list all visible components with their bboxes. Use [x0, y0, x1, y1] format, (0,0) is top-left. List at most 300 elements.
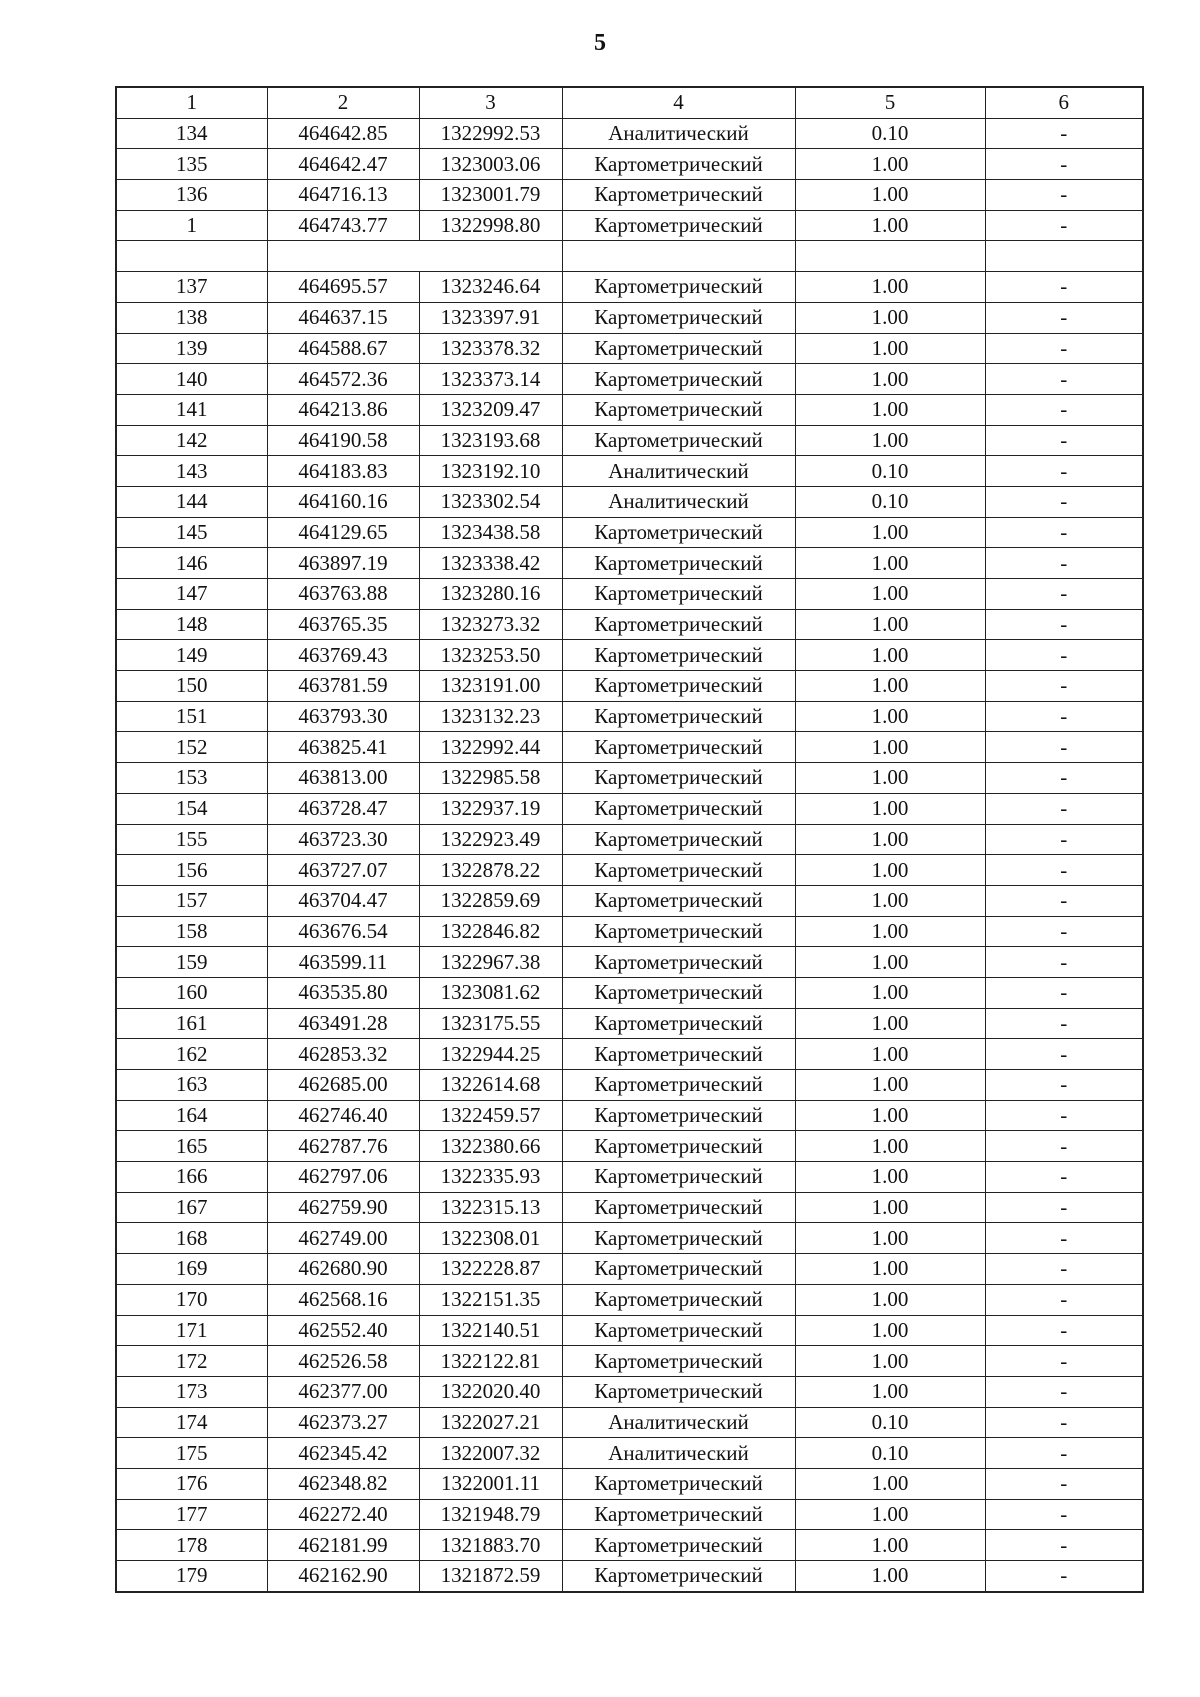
table-cell: 1322944.25 [419, 1039, 562, 1070]
empty-cell [267, 241, 562, 272]
table-cell: 153 [116, 763, 267, 794]
table-cell: Картометрический [562, 1346, 795, 1377]
empty-cell [985, 241, 1143, 272]
table-row [116, 1561, 1143, 1592]
table-cell: - [985, 947, 1143, 978]
table-row [116, 671, 1143, 702]
table-cell: 159 [116, 947, 267, 978]
table-cell: 1.00 [795, 793, 985, 824]
table-cell: 464743.77 [267, 210, 419, 241]
table-cell: - [985, 1499, 1143, 1530]
table-cell: - [985, 1223, 1143, 1254]
table-cell: - [985, 333, 1143, 364]
blank-separator-row [116, 241, 1143, 272]
table-cell: 1.00 [795, 885, 985, 916]
table-cell: Аналитический [562, 486, 795, 517]
table-row [116, 793, 1143, 824]
coordinates-table-body [116, 87, 1143, 1592]
table-cell: 463704.47 [267, 885, 419, 916]
table-cell: 146 [116, 548, 267, 579]
table-cell: 1.00 [795, 824, 985, 855]
table-cell: 1323338.42 [419, 548, 562, 579]
table-cell: Аналитический [562, 1438, 795, 1469]
table-cell: 1.00 [795, 947, 985, 978]
table-cell: 462272.40 [267, 1499, 419, 1530]
table-cell: 164 [116, 1100, 267, 1131]
table-row [116, 763, 1143, 794]
table-cell: - [985, 486, 1143, 517]
table-cell: 1.00 [795, 394, 985, 425]
table-cell: 1322380.66 [419, 1131, 562, 1162]
table-cell: 1.00 [795, 1499, 985, 1530]
table-cell: 463723.30 [267, 824, 419, 855]
table-cell: 178 [116, 1530, 267, 1561]
table-cell: 1322007.32 [419, 1438, 562, 1469]
table-cell: 1322027.21 [419, 1407, 562, 1438]
table-row [116, 333, 1143, 364]
table-row [116, 302, 1143, 333]
table-cell: 1.00 [795, 1131, 985, 1162]
table-cell: 463769.43 [267, 640, 419, 671]
table-cell: 464642.47 [267, 149, 419, 180]
table-cell: - [985, 1530, 1143, 1561]
table-cell: 463813.00 [267, 763, 419, 794]
table-row [116, 272, 1143, 303]
table-cell: - [985, 302, 1143, 333]
table-cell: 134 [116, 118, 267, 149]
table-row [116, 486, 1143, 517]
table-cell: - [985, 149, 1143, 180]
table-cell: 463781.59 [267, 671, 419, 702]
table-cell: Картометрический [562, 1376, 795, 1407]
table-row [116, 364, 1143, 395]
table-row [116, 1346, 1143, 1377]
table-cell: 149 [116, 640, 267, 671]
table-cell: Картометрический [562, 640, 795, 671]
table-cell: 1.00 [795, 1376, 985, 1407]
table-cell: Картометрический [562, 272, 795, 303]
table-cell: 1322335.93 [419, 1162, 562, 1193]
table-row [116, 1070, 1143, 1101]
table-cell: 1.00 [795, 640, 985, 671]
table-cell: - [985, 855, 1143, 886]
table-cell: 1.00 [795, 916, 985, 947]
table-row [116, 855, 1143, 886]
table-cell: 1.00 [795, 1039, 985, 1070]
table-cell: Картометрический [562, 1039, 795, 1070]
table-cell: Картометрический [562, 1499, 795, 1530]
table-cell: 1322985.58 [419, 763, 562, 794]
table-cell: 1323273.32 [419, 609, 562, 640]
table-row [116, 1039, 1143, 1070]
table-cell: 1.00 [795, 548, 985, 579]
table-cell: - [985, 1284, 1143, 1315]
table-cell: 176 [116, 1468, 267, 1499]
table-cell: 462787.76 [267, 1131, 419, 1162]
table-cell: - [985, 118, 1143, 149]
table-cell: Картометрический [562, 333, 795, 364]
table-cell: - [985, 1039, 1143, 1070]
table-cell: 464588.67 [267, 333, 419, 364]
table-cell: Картометрический [562, 1192, 795, 1223]
table-row [116, 1499, 1143, 1530]
table-cell: Картометрический [562, 763, 795, 794]
table-cell: 168 [116, 1223, 267, 1254]
table-cell: 462373.27 [267, 1407, 419, 1438]
table-cell: 162 [116, 1039, 267, 1070]
table-cell: 163 [116, 1070, 267, 1101]
table-cell: 1322308.01 [419, 1223, 562, 1254]
table-row [116, 118, 1143, 149]
table-cell: 1.00 [795, 671, 985, 702]
table-cell: - [985, 1346, 1143, 1377]
page-number: 5 [594, 30, 606, 56]
table-cell: Картометрический [562, 1223, 795, 1254]
table-cell: 462345.42 [267, 1438, 419, 1469]
table-cell: 1323193.68 [419, 425, 562, 456]
table-cell: 137 [116, 272, 267, 303]
table-cell: 140 [116, 364, 267, 395]
table-cell: 464637.15 [267, 302, 419, 333]
table-cell: - [985, 609, 1143, 640]
table-cell: Картометрический [562, 1468, 795, 1499]
table-cell: - [985, 517, 1143, 548]
table-cell: - [985, 701, 1143, 732]
table-cell: 462685.00 [267, 1070, 419, 1101]
table-cell: 150 [116, 671, 267, 702]
table-cell: Картометрический [562, 885, 795, 916]
table-cell: 462377.00 [267, 1376, 419, 1407]
table-cell: 173 [116, 1376, 267, 1407]
table-cell: - [985, 1162, 1143, 1193]
table-cell: 145 [116, 517, 267, 548]
table-row [116, 1438, 1143, 1469]
table-row [116, 1284, 1143, 1315]
table-cell: 1.00 [795, 1530, 985, 1561]
table-cell: 1.00 [795, 1468, 985, 1499]
table-cell: 1323302.54 [419, 486, 562, 517]
table-cell: - [985, 1131, 1143, 1162]
table-cell: 463727.07 [267, 855, 419, 886]
table-row [116, 977, 1143, 1008]
table-row [116, 1008, 1143, 1039]
table-cell: 1.00 [795, 855, 985, 886]
table-cell: Картометрический [562, 394, 795, 425]
table-cell: 462162.90 [267, 1561, 419, 1592]
table-cell: 1322998.80 [419, 210, 562, 241]
table-cell: Картометрический [562, 1254, 795, 1285]
table-cell: 169 [116, 1254, 267, 1285]
table-cell: 157 [116, 885, 267, 916]
table-cell: 155 [116, 824, 267, 855]
table-cell: - [985, 1376, 1143, 1407]
table-cell: 1.00 [795, 1162, 985, 1193]
table-cell: 462749.00 [267, 1223, 419, 1254]
table-row [116, 1100, 1143, 1131]
table-row [116, 1223, 1143, 1254]
table-cell: Картометрический [562, 824, 795, 855]
table-cell: Картометрический [562, 548, 795, 579]
column-header: 4 [562, 87, 795, 118]
table-cell: - [985, 1407, 1143, 1438]
table-cell: - [985, 763, 1143, 794]
table-cell: Аналитический [562, 118, 795, 149]
table-cell: 464160.16 [267, 486, 419, 517]
table-cell: 1323191.00 [419, 671, 562, 702]
table-cell: 463728.47 [267, 793, 419, 824]
table-cell: 0.10 [795, 1407, 985, 1438]
table-row [116, 579, 1143, 610]
table-cell: - [985, 456, 1143, 487]
table-cell: Картометрический [562, 1070, 795, 1101]
table-cell: 462348.82 [267, 1468, 419, 1499]
table-row [116, 1376, 1143, 1407]
table-cell: 463765.35 [267, 609, 419, 640]
table-row [116, 1407, 1143, 1438]
table-cell: Картометрический [562, 364, 795, 395]
table-row [116, 149, 1143, 180]
table-cell: Картометрический [562, 1100, 795, 1131]
table-cell: 464213.86 [267, 394, 419, 425]
table-cell: 1.00 [795, 1192, 985, 1223]
table-cell: 1322859.69 [419, 885, 562, 916]
table-cell: 1322122.81 [419, 1346, 562, 1377]
table-cell: Картометрический [562, 517, 795, 548]
table-cell: 1322992.44 [419, 732, 562, 763]
table-row [116, 1315, 1143, 1346]
table-cell: 1.00 [795, 302, 985, 333]
table-row [116, 947, 1143, 978]
table-cell: 1322614.68 [419, 1070, 562, 1101]
table-cell: Картометрический [562, 1315, 795, 1346]
table-cell: 464695.57 [267, 272, 419, 303]
table-cell: 464642.85 [267, 118, 419, 149]
table-cell: Картометрический [562, 425, 795, 456]
table-cell: Картометрический [562, 732, 795, 763]
table-cell: 463897.19 [267, 548, 419, 579]
table-row [116, 1131, 1143, 1162]
table-cell: 152 [116, 732, 267, 763]
table-row [116, 456, 1143, 487]
table-cell: - [985, 180, 1143, 211]
table-cell: 1322020.40 [419, 1376, 562, 1407]
table-cell: 1 [116, 210, 267, 241]
empty-cell [795, 241, 985, 272]
table-cell: 462526.58 [267, 1346, 419, 1377]
table-row [116, 1192, 1143, 1223]
table-cell: Картометрический [562, 977, 795, 1008]
table-cell: - [985, 1561, 1143, 1592]
table-cell: 462680.90 [267, 1254, 419, 1285]
table-cell: - [985, 548, 1143, 579]
table-cell: 1.00 [795, 425, 985, 456]
table-cell: 1.00 [795, 1008, 985, 1039]
table-cell: 463491.28 [267, 1008, 419, 1039]
table-cell: 1.00 [795, 210, 985, 241]
table-row [116, 1254, 1143, 1285]
table-cell: 143 [116, 456, 267, 487]
table-cell: 142 [116, 425, 267, 456]
table-cell: 1322992.53 [419, 118, 562, 149]
table-row [116, 824, 1143, 855]
table-cell: 1.00 [795, 1070, 985, 1101]
table-cell: 1323438.58 [419, 517, 562, 548]
table-cell: 1323246.64 [419, 272, 562, 303]
table-cell: Картометрический [562, 793, 795, 824]
table-cell: 1323253.50 [419, 640, 562, 671]
table-row [116, 701, 1143, 732]
table-row [116, 640, 1143, 671]
table-cell: 160 [116, 977, 267, 1008]
table-cell: Картометрический [562, 1131, 795, 1162]
table-cell: 1322228.87 [419, 1254, 562, 1285]
table-cell: Картометрический [562, 302, 795, 333]
table-cell: Картометрический [562, 1162, 795, 1193]
table-row [116, 732, 1143, 763]
table-cell: 1.00 [795, 1315, 985, 1346]
table-cell: - [985, 579, 1143, 610]
table-cell: 1.00 [795, 149, 985, 180]
table-cell: 1.00 [795, 517, 985, 548]
table-cell: 1.00 [795, 180, 985, 211]
table-cell: 1321883.70 [419, 1530, 562, 1561]
table-cell: Картометрический [562, 855, 795, 886]
table-cell: 1.00 [795, 701, 985, 732]
table-cell: 1322967.38 [419, 947, 562, 978]
table-cell: - [985, 793, 1143, 824]
table-cell: 1.00 [795, 1254, 985, 1285]
table-cell: 1323081.62 [419, 977, 562, 1008]
table-cell: 464572.36 [267, 364, 419, 395]
table-cell: 135 [116, 149, 267, 180]
table-cell: 1.00 [795, 272, 985, 303]
table-cell: 0.10 [795, 486, 985, 517]
table-cell: 158 [116, 916, 267, 947]
table-cell: 1323001.79 [419, 180, 562, 211]
table-cell: 167 [116, 1192, 267, 1223]
table-row [116, 394, 1143, 425]
table-cell: 1323175.55 [419, 1008, 562, 1039]
table-cell: - [985, 272, 1143, 303]
table-cell: 179 [116, 1561, 267, 1592]
table-cell: 1322459.57 [419, 1100, 562, 1131]
table-cell: 1323373.14 [419, 364, 562, 395]
table-cell: 462181.99 [267, 1530, 419, 1561]
table-cell: 1.00 [795, 977, 985, 1008]
table-cell: - [985, 916, 1143, 947]
table-cell: 464129.65 [267, 517, 419, 548]
table-cell: - [985, 977, 1143, 1008]
table-cell: 463825.41 [267, 732, 419, 763]
table-cell: 175 [116, 1438, 267, 1469]
table-cell: - [985, 1438, 1143, 1469]
table-cell: 136 [116, 180, 267, 211]
table-cell: 177 [116, 1499, 267, 1530]
table-cell: - [985, 732, 1143, 763]
column-header: 5 [795, 87, 985, 118]
table-cell: Картометрический [562, 671, 795, 702]
table-header-row [116, 87, 1143, 118]
table-cell: - [985, 671, 1143, 702]
table-cell: 174 [116, 1407, 267, 1438]
table-cell: 171 [116, 1315, 267, 1346]
table-cell: - [985, 1315, 1143, 1346]
table-cell: Картометрический [562, 609, 795, 640]
table-cell: Картометрический [562, 1530, 795, 1561]
table-cell: 139 [116, 333, 267, 364]
table-cell: - [985, 210, 1143, 241]
table-cell: Картометрический [562, 579, 795, 610]
table-cell: 1323280.16 [419, 579, 562, 610]
table-cell: 1323209.47 [419, 394, 562, 425]
table-cell: 464190.58 [267, 425, 419, 456]
table-cell: 0.10 [795, 1438, 985, 1469]
table-cell: 462746.40 [267, 1100, 419, 1131]
table-cell: 1322937.19 [419, 793, 562, 824]
table-cell: Картометрический [562, 947, 795, 978]
table-cell: 1.00 [795, 1346, 985, 1377]
table-cell: - [985, 1468, 1143, 1499]
table-cell: Картометрический [562, 1561, 795, 1592]
table-cell: 462568.16 [267, 1284, 419, 1315]
table-cell: 1.00 [795, 1284, 985, 1315]
table-cell: 1322151.35 [419, 1284, 562, 1315]
table-cell: 170 [116, 1284, 267, 1315]
table-cell: 156 [116, 855, 267, 886]
table-cell: 1321872.59 [419, 1561, 562, 1592]
table-cell: 464183.83 [267, 456, 419, 487]
empty-cell [116, 241, 267, 272]
table-cell: 1.00 [795, 732, 985, 763]
table-cell: 463676.54 [267, 916, 419, 947]
table-row [116, 609, 1143, 640]
table-row [116, 425, 1143, 456]
table-row [116, 180, 1143, 211]
table-row [116, 548, 1143, 579]
table-cell: - [985, 1100, 1143, 1131]
table-cell: - [985, 640, 1143, 671]
table-cell: 1.00 [795, 763, 985, 794]
table-cell: Картометрический [562, 180, 795, 211]
empty-cell [562, 241, 795, 272]
coordinates-table [115, 86, 1144, 1593]
table-cell: - [985, 824, 1143, 855]
table-cell: 1322001.11 [419, 1468, 562, 1499]
table-cell: - [985, 885, 1143, 916]
table-cell: Картометрический [562, 1284, 795, 1315]
table-cell: 1322878.22 [419, 855, 562, 886]
column-header: 6 [985, 87, 1143, 118]
table-cell: Аналитический [562, 456, 795, 487]
table-cell: 138 [116, 302, 267, 333]
table-cell: 1.00 [795, 579, 985, 610]
table-row [116, 885, 1143, 916]
column-header: 1 [116, 87, 267, 118]
table-cell: 161 [116, 1008, 267, 1039]
table-row [116, 210, 1143, 241]
table-cell: 462797.06 [267, 1162, 419, 1193]
table-cell: 0.10 [795, 118, 985, 149]
table-cell: 1323397.91 [419, 302, 562, 333]
table-cell: 141 [116, 394, 267, 425]
table-cell: - [985, 1254, 1143, 1285]
table-cell: Аналитический [562, 1407, 795, 1438]
table-row [116, 1162, 1143, 1193]
table-cell: 1323378.32 [419, 333, 562, 364]
table-cell: 172 [116, 1346, 267, 1377]
table-cell: - [985, 425, 1143, 456]
table-cell: 1.00 [795, 609, 985, 640]
